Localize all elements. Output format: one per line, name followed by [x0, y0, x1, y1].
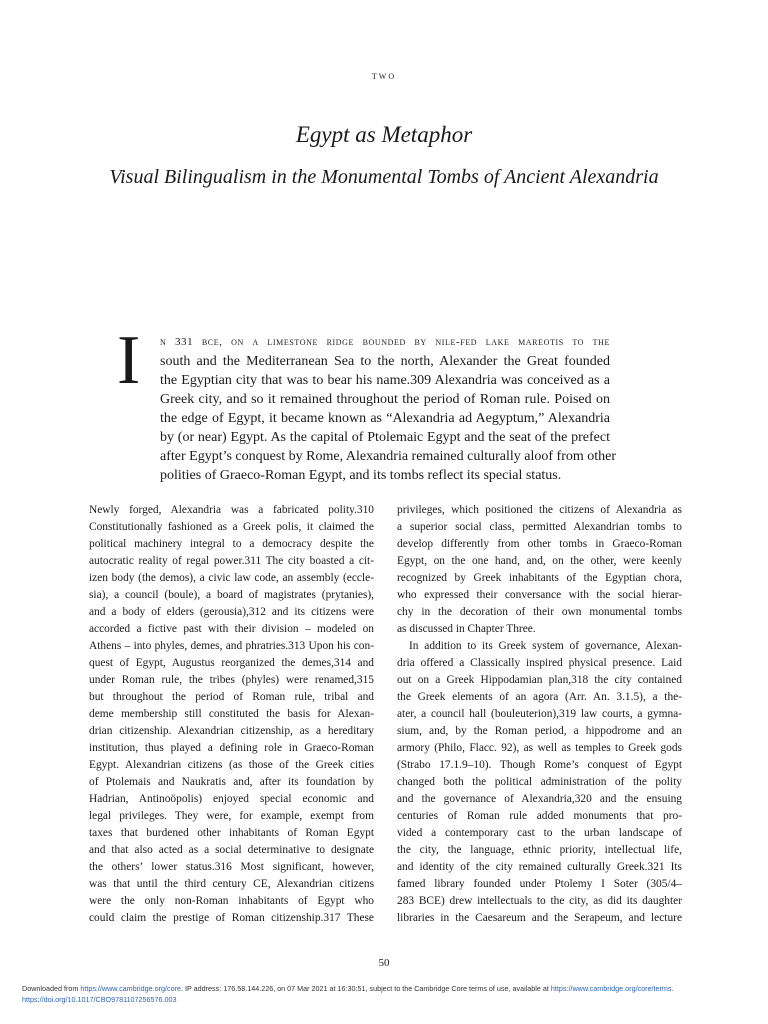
body-line: and the governance of Alexandria,320 and the ensuing [397, 793, 682, 805]
body-line: Egypt. Alexandrian citizens (as those of the Greek cities [89, 759, 374, 771]
body-line: ater, a council hall (bouleuterion),319 law courts, a gymna- [397, 708, 682, 720]
chapter-title: Egypt as Metaphor [295, 122, 473, 147]
body-line: In addition to its Greek system of governance, Alexan- [409, 640, 682, 652]
body-line: under Roman rule, the tribes (phyles) were renamed,315 [89, 674, 374, 686]
chapter-number: two [371, 68, 397, 82]
body-line: recognized by Greek inhabitants of the Egyptian chora, [397, 572, 682, 584]
body-line: 283 BCE) drew intellectuals to the city, as did its daughter [397, 895, 682, 907]
body-line: famed library founded under Ptolemy I Soter (305/4– [397, 878, 682, 890]
intro-line: polities of Graeco-Roman Egypt, and its tombs reflect its special status. [160, 468, 562, 483]
footer-line-1 [22, 983, 752, 994]
body-line: libraries in the Caesareum and the Serapeum, and lecture [397, 912, 682, 924]
body-line: of Ptolemais and Naukratis and, after its foundation by [89, 776, 374, 788]
body-line: and a body of elders (gerousia),312 and its citizens were [89, 606, 374, 618]
page-number: 50 [378, 957, 390, 969]
intro-line: the Egyptian city that was to bear his name.309 Alexandria was conceived as a [160, 373, 610, 388]
body-line: sium, and, by the Roman period, a hippodrome and an [397, 725, 682, 737]
body-line: izen body (the demos), a civic law code, an assembly (eccle- [89, 572, 374, 584]
body-line: Constitutionally fashioned as a Greek polis, it claimed the [89, 521, 374, 533]
body-line: Hadrian, Antinoöpolis) enjoyed special economic and [89, 793, 374, 805]
footer-text: . [671, 984, 674, 993]
body-line: accorded a fictive past with their division – modeled on [89, 623, 374, 635]
intro-line: the edge of Egypt, it became known as “Alexandria ad Aegyptum,” Alexandria [160, 411, 610, 426]
body-line: legal privileges. They were, for example, exempt from [89, 810, 374, 822]
body-line: drian citizenship. Alexandrian citizenship, as a hereditary [89, 725, 374, 737]
body-line: the others’ lower status.316 Most significant, however, [89, 861, 374, 873]
download-footer [22, 983, 752, 1005]
intro-line: after Egypt’s conquest by Rome, Alexandria remained culturally aloof from other [160, 449, 617, 464]
body-line: sia), a council (boule), a board of magistrates (prytanies), [89, 589, 374, 601]
body-line: (Strabo 17.1.9–10). Though Rome’s conquest of Egypt [397, 759, 682, 771]
body-line: could claim the prestige of Roman citizenship.317 These [89, 912, 374, 924]
body-line: and identity of the city remained culturally Greek.321 Its [397, 861, 682, 873]
body-line: deme membership still constituted the basis for Alexan- [89, 708, 374, 720]
body-line: was that until the third century CE, Alexandrian citizens [89, 878, 374, 890]
doi-link[interactable]: https://doi.org/10.1017/CBO9781107256576.003 [22, 995, 177, 1004]
body-line: privileges, which positioned the citizens of Alexandria as [397, 504, 682, 516]
body-line: out on a Greek Hippodamian plan,318 the city contained [397, 674, 682, 686]
body-line: the Greek elements of an agora (Arr. An. 3.1.5), a the- [397, 691, 682, 703]
body-line: dria offered a Classically inspired physical presence. Laid [397, 657, 682, 669]
left-column [89, 502, 374, 927]
body-line: armory (Philo, Flacc. 92), as well as temples to Greek gods [397, 742, 682, 754]
footer-text: . IP address: 176.58.144.226, on 07 Mar 2021 at 16:30:51, subject to the Cambridge Core terms of use, available at [181, 984, 551, 993]
footer-text: Downloaded from [22, 984, 81, 993]
body-line: centuries of Roman rule added monuments that pro- [397, 810, 682, 822]
body-line: as discussed in Chapter Three. [397, 623, 536, 635]
intro-line: south and the Mediterranean Sea to the north, Alexander the Great founded [160, 354, 610, 369]
body-line: Athens – into phyles, demes, and phratries.313 Upon his con- [89, 640, 374, 652]
body-line: the city, the language, ethnic priority, intellectual life, [397, 844, 682, 856]
drop-cap: I [117, 322, 141, 399]
body-line: autocratic reality of regal power.311 The city boasted a cit- [89, 555, 374, 567]
body-line: vided a contemporary cast to the urban landscape of [397, 827, 682, 839]
body-line: changed both the political administration of the polity [397, 776, 682, 788]
body-line: develop differently from other tombs in Graeco-Roman [397, 538, 682, 550]
body-line: but throughout the period of Roman rule, tribal and [89, 691, 374, 703]
intro-paragraph [160, 333, 617, 485]
body-line: institution, thus played a defining role in Graeco-Roman [89, 742, 374, 754]
body-line: Egypt, on the one hand, and, on the other, were keenly [397, 555, 682, 567]
terms-link[interactable]: https://www.cambridge.org/core/terms [550, 984, 672, 993]
body-line: a superior social class, permitted Alexandrian tombs to [397, 521, 682, 533]
right-column [397, 502, 682, 927]
body-line: quest of Egypt, Augustus reorganized the demes,314 and [89, 657, 374, 669]
footer-line-2 [22, 994, 752, 1005]
body-line: and that also acted as a social determinative to designate [89, 844, 374, 856]
body-line: taxes that burdened other inhabitants of Roman Egypt [89, 827, 374, 839]
cambridge-core-link[interactable]: https://www.cambridge.org/core [80, 984, 182, 993]
intro-line: Greek city, and so it remained throughout the period of Roman rule. Poised on [160, 392, 610, 407]
body-line: were the only non-Roman inhabitants of Egypt who [89, 895, 374, 907]
intro-line: n 331 bce, on a limestone ridge bounded by nile-fed lake mareotis to the [160, 336, 610, 348]
body-line: political machinery integral to a democracy despite the [89, 538, 374, 550]
body-line: Newly forged, Alexandria was a fabricated polity.310 [89, 504, 374, 516]
body-line: who expressed their conversance with the social hierar- [397, 589, 682, 601]
intro-line: by (or near) Egypt. As the capital of Ptolemaic Egypt and the seat of the prefect [160, 430, 610, 445]
body-line: chy in the decoration of their own monumental tombs [397, 606, 682, 618]
chapter-subtitle: Visual Bilingualism in the Monumental Tombs of Ancient Alexandria [109, 166, 659, 188]
